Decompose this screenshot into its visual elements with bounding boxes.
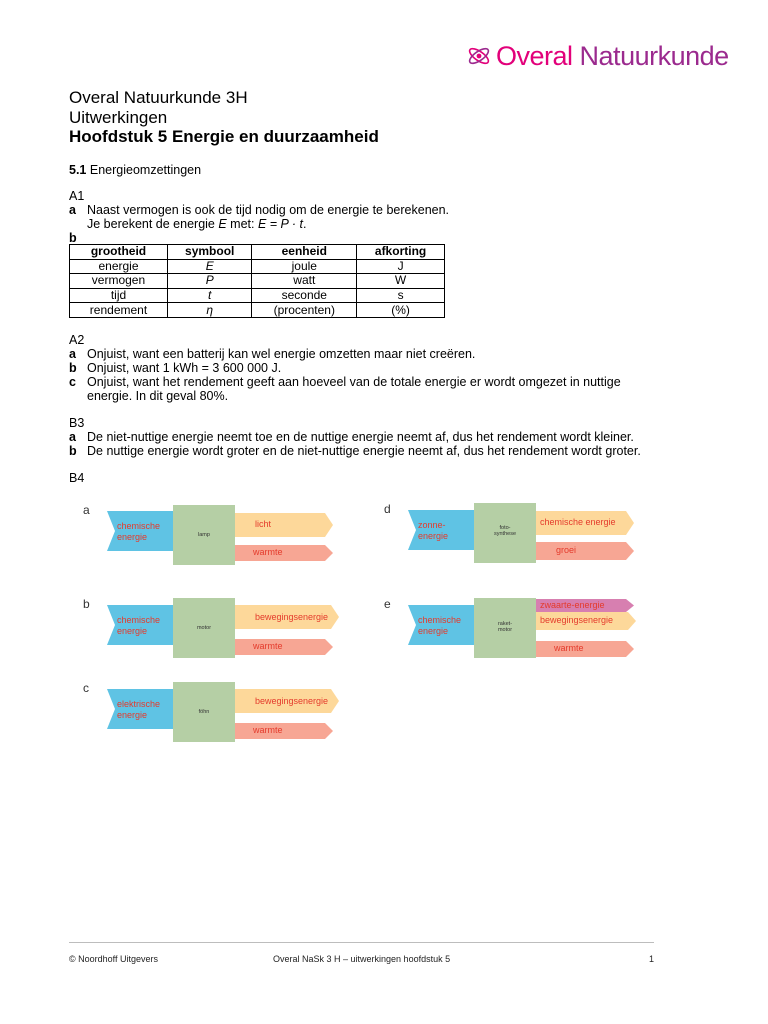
diagram-letter: b bbox=[83, 597, 90, 611]
a2-answer-a: a Onjuist, want een batterij kan wel energie omzetten maar niet creëren. bbox=[69, 347, 476, 361]
converter-label: foto- synthese bbox=[493, 525, 516, 537]
table-cell: P bbox=[167, 274, 251, 289]
a2-answer-c-cont: energie. In dit geval 80%. bbox=[87, 389, 229, 403]
useful-output-label: bewegingsenergie bbox=[540, 615, 614, 625]
table-row bbox=[70, 288, 445, 303]
question-b3-label: B3 bbox=[69, 416, 85, 430]
question-a2-label: A2 bbox=[69, 333, 85, 347]
table-cell: vermogen bbox=[70, 274, 168, 289]
a2-answer-b: b Onjuist, want 1 kWh = 3 600 000 J. bbox=[69, 361, 282, 375]
b3-answer-a: a De niet-nuttige energie neemt toe en de nuttige energie neemt af, dus het rendement wordt kleiner. bbox=[69, 430, 634, 444]
growth-output-label: groei bbox=[556, 545, 577, 555]
input-label: zonne- energie bbox=[418, 520, 449, 541]
table-header: afkorting bbox=[357, 245, 445, 260]
converter-label: motor bbox=[196, 625, 212, 631]
brand-logo bbox=[466, 36, 729, 76]
table-header-row bbox=[70, 245, 445, 260]
table-cell: t bbox=[167, 288, 251, 303]
b3-answer-b: b De nuttige energie wordt groter en de niet-nuttige energie neemt af, dus het rendement wordt groter. bbox=[69, 444, 641, 458]
waste-output-label: warmte bbox=[554, 643, 584, 653]
growth-output-arrow bbox=[536, 542, 634, 560]
converter-label: lamp bbox=[198, 532, 210, 538]
table-cell: tijd bbox=[70, 288, 168, 303]
table-cell: rendement bbox=[70, 303, 168, 318]
waste-output-arrow bbox=[235, 545, 333, 561]
waste-output-label: warmte bbox=[253, 547, 283, 557]
converter-label: föhn bbox=[198, 709, 210, 715]
diagram-letter: d bbox=[384, 502, 391, 516]
useful-output-label: bewegingsenergie bbox=[255, 696, 329, 706]
table-cell: E bbox=[167, 259, 251, 274]
table-cell: (procenten) bbox=[252, 303, 357, 318]
diagram-letter: c bbox=[83, 681, 89, 695]
table-cell: η bbox=[167, 303, 251, 318]
table-cell: W bbox=[357, 274, 445, 289]
waste-output-label: warmte bbox=[253, 725, 283, 735]
footer-publisher: © Noordhoff Uitgevers bbox=[69, 954, 159, 964]
input-label: chemische energie bbox=[418, 615, 462, 636]
a1-answer-b: b bbox=[69, 231, 77, 245]
table-cell: (%) bbox=[357, 303, 445, 318]
table-cell: energie bbox=[70, 259, 168, 274]
table-header: symbool bbox=[167, 245, 251, 260]
footer-doc-title: Overal NaSk 3 H – uitwerkingen hoofdstuk 5 bbox=[273, 954, 451, 964]
gravity-output-label: zwaarte-energie bbox=[540, 600, 605, 610]
table-cell: watt bbox=[252, 274, 357, 289]
energy-diagram-c bbox=[83, 681, 369, 751]
waste-output-arrow bbox=[235, 639, 333, 655]
waste-output-arrow bbox=[536, 641, 634, 657]
table-cell: J bbox=[357, 259, 445, 274]
useful-output-label: bewegingsenergie bbox=[255, 612, 329, 622]
table-cell: joule bbox=[252, 259, 357, 274]
useful-output-label: chemische energie bbox=[540, 517, 616, 527]
useful-output-label: licht bbox=[255, 519, 272, 529]
quantities-table bbox=[69, 244, 445, 318]
section-heading: 5.1 Energieomzettingen bbox=[69, 163, 202, 177]
input-label: chemische energie bbox=[117, 521, 161, 542]
logo-wordmark: Overal Natuurkunde bbox=[496, 40, 729, 71]
atom-icon bbox=[466, 43, 492, 69]
table-header: grootheid bbox=[70, 245, 168, 260]
waste-output-label: warmte bbox=[253, 641, 283, 651]
table-row bbox=[70, 259, 445, 274]
chapter-title: Hoofdstuk 5 Energie en duurzaamheid bbox=[69, 127, 379, 146]
energy-diagram-d bbox=[384, 502, 670, 572]
doc-subtitle: Uitwerkingen bbox=[69, 108, 168, 127]
table-row bbox=[70, 274, 445, 289]
waste-output-arrow bbox=[235, 723, 333, 739]
table-header: eenheid bbox=[252, 245, 357, 260]
input-label: chemische energie bbox=[117, 615, 161, 636]
input-label: elektrische energie bbox=[117, 699, 161, 720]
energy-diagram-a bbox=[83, 503, 369, 573]
useful-output-arrow bbox=[235, 513, 333, 537]
a1-answer-a-formula: Je berekent de energie E met: E = P · t. bbox=[87, 217, 307, 231]
footer-divider bbox=[69, 942, 654, 943]
diagram-letter: a bbox=[83, 503, 90, 517]
converter-label: raket- motor bbox=[497, 621, 513, 633]
book-title: Overal Natuurkunde 3H bbox=[69, 88, 248, 107]
a2-answer-c: c Onjuist, want het rendement geeft aan hoeveel van de totale energie er wordt omgezet in nuttige bbox=[69, 375, 621, 389]
diagram-letter: e bbox=[384, 597, 391, 611]
energy-diagram-b bbox=[83, 597, 369, 667]
table-row bbox=[70, 303, 445, 318]
page-number: 1 bbox=[649, 954, 655, 964]
table-cell: seconde bbox=[252, 288, 357, 303]
a1-answer-a: a Naast vermogen is ook de tijd nodig om de energie te berekenen. bbox=[69, 203, 450, 217]
energy-diagram-e bbox=[384, 597, 670, 667]
question-b4-label: B4 bbox=[69, 471, 85, 485]
question-a1-label: A1 bbox=[69, 189, 85, 203]
table-cell: s bbox=[357, 288, 445, 303]
